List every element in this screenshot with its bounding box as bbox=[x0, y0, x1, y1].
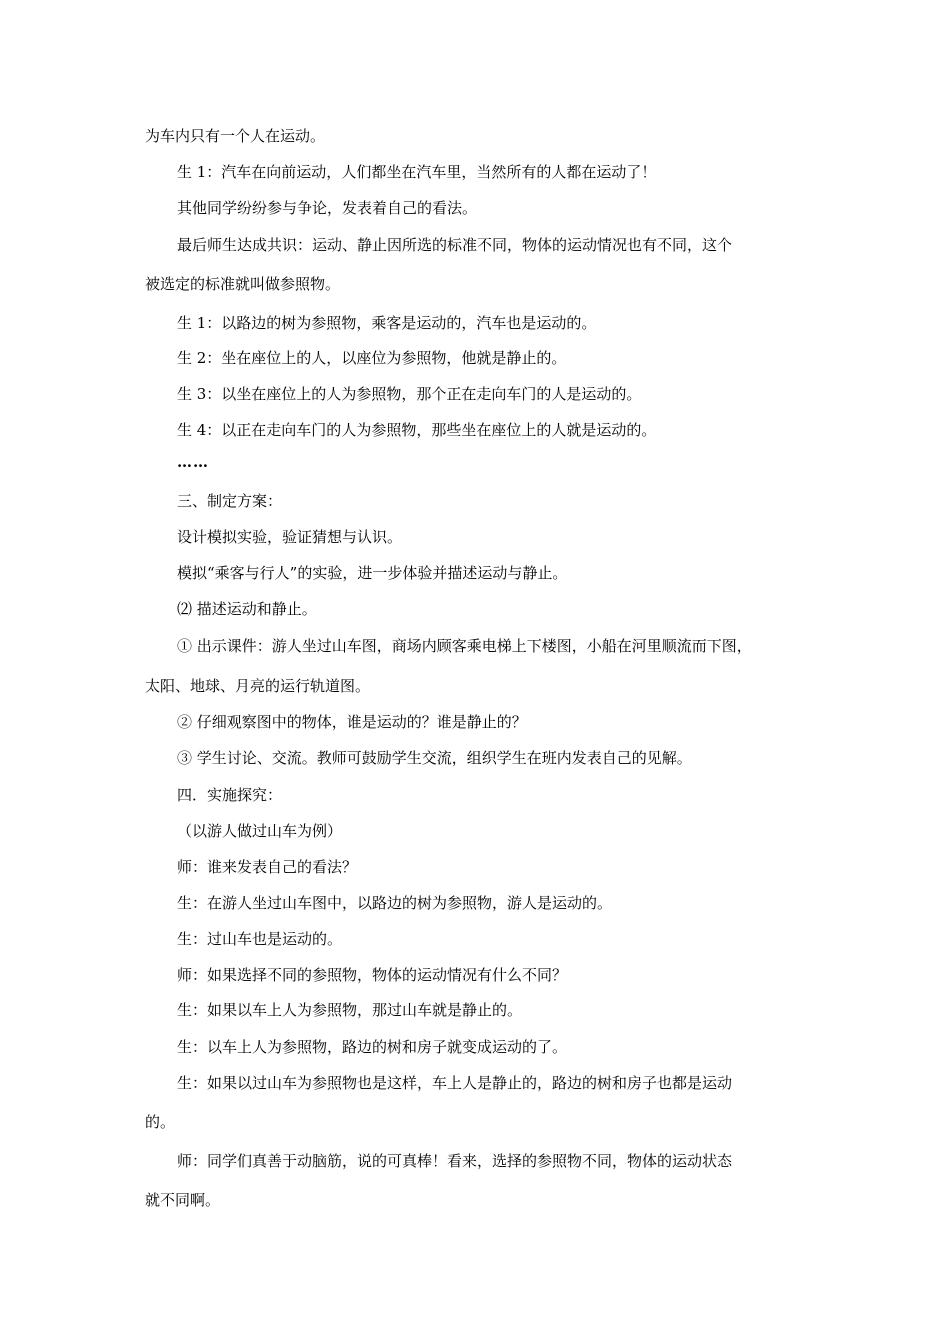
paragraph-line: 生：在游人坐过山车图中，以路边的树为参照物，游人是运动的。 bbox=[177, 894, 613, 912]
paragraph-line: 被选定的标准就叫做参照物。 bbox=[145, 275, 341, 293]
paragraph-line: ② 仔细观察图中的物体，谁是运动的？谁是静止的？ bbox=[177, 713, 527, 731]
paragraph-line: 太阳、地球、月亮的运行轨道图。 bbox=[145, 677, 371, 695]
paragraph-line: 的。 bbox=[145, 1113, 176, 1131]
paragraph-line: 模拟“乘客与行人”的实验，进一步体验并描述运动与静止。 bbox=[177, 564, 568, 582]
paragraph-line: 生 1：以路边的树为参照物，乘客是运动的，汽车也是运动的。 bbox=[177, 314, 597, 332]
section-heading: 三、制定方案： bbox=[177, 492, 283, 510]
paragraph-line: 生 4：以正在走向车门的人为参照物，那些坐在座位上的人就是运动的。 bbox=[177, 421, 657, 439]
paragraph-line: 生：如果以车上人为参照物，那过山车就是静止的。 bbox=[177, 1001, 523, 1019]
ellipsis: …… bbox=[177, 453, 209, 471]
paragraph-line: 师：同学们真善于动脑筋，说的可真棒！看来，选择的参照物不同，物体的运动状态 bbox=[177, 1152, 733, 1170]
paragraph-line: 生：以车上人为参照物，路边的树和房子就变成运动的了。 bbox=[177, 1038, 568, 1056]
paragraph-line: 生 2：坐在座位上的人，以座位为参照物，他就是静止的。 bbox=[177, 349, 567, 367]
paragraph-line: 其他同学纷纷参与争论，发表着自己的看法。 bbox=[177, 199, 478, 217]
section-heading: 四．实施探究： bbox=[177, 786, 283, 804]
paragraph-line: 设计模拟实验，验证猜想与认识。 bbox=[177, 528, 403, 546]
paragraph-line: ③ 学生讨论、交流。教师可鼓励学生交流，组织学生在班内发表自己的见解。 bbox=[177, 749, 692, 767]
paragraph-line: 最后师生达成共识：运动、静止因所选的标准不同，物体的运动情况也有不同，这个 bbox=[177, 236, 733, 254]
paragraph-line: ① 出示课件：游人坐过山车图，商场内顾客乘电梯上下楼图，小船在河里顺流而下图， bbox=[177, 637, 752, 655]
paragraph-line: 为车内只有一个人在运动。 bbox=[145, 127, 326, 145]
paragraph-line: 师：如果选择不同的参照物，物体的运动情况有什么不同？ bbox=[177, 966, 568, 984]
paragraph-line: 生 1：汽车在向前运动，人们都坐在汽车里，当然所有的人都在运动了！ bbox=[177, 163, 657, 181]
paragraph-line: 生 3：以坐在座位上的人为参照物，那个正在走向车门的人是运动的。 bbox=[177, 385, 642, 403]
paragraph-line: （以游人做过山车为例） bbox=[177, 822, 343, 840]
paragraph-line: ⑵ 描述运动和静止。 bbox=[177, 600, 317, 618]
paragraph-line: 师：谁来发表自己的看法？ bbox=[177, 858, 358, 876]
paragraph-line: 就不同啊。 bbox=[145, 1191, 221, 1209]
paragraph-line: 生：如果以过山车为参照物也是这样，车上人是静止的，路边的树和房子也都是运动 bbox=[177, 1074, 733, 1092]
paragraph-line: 生：过山车也是运动的。 bbox=[177, 930, 343, 948]
